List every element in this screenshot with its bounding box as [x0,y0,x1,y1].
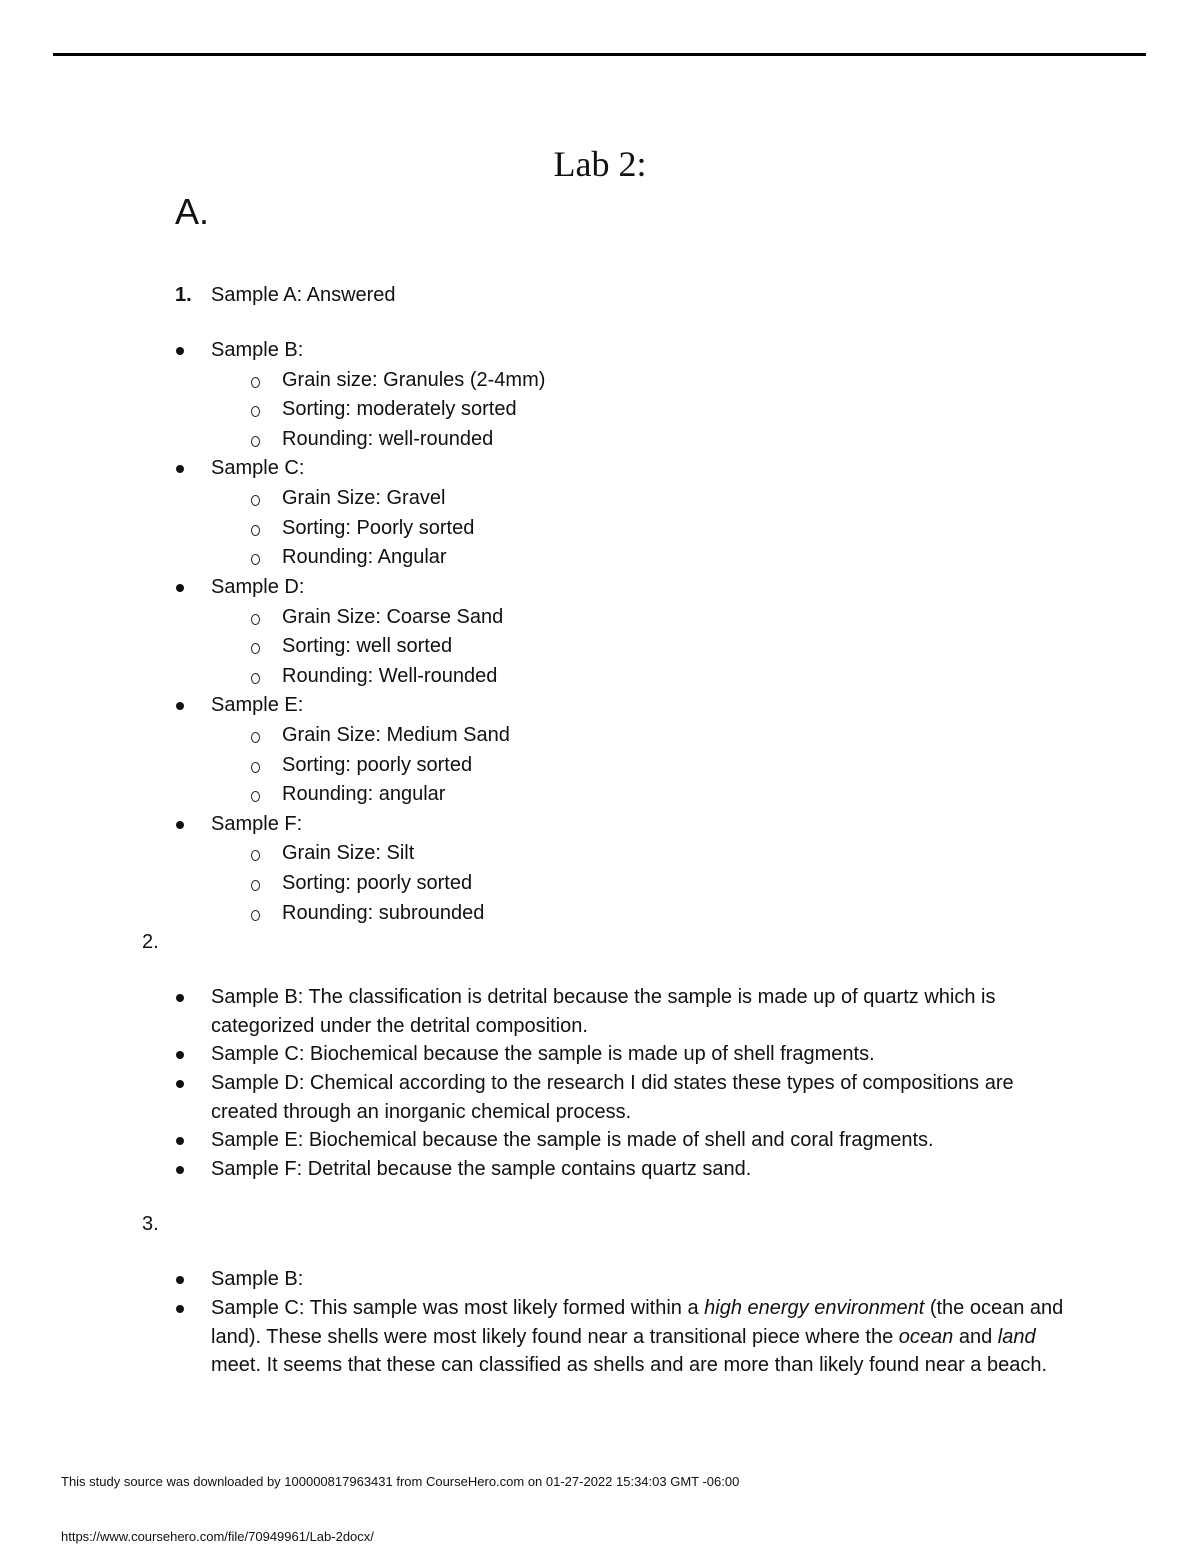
bullet-icon [174,1040,186,1069]
text-run: and [953,1325,998,1348]
bullet-icon [174,810,186,839]
bullet-icon [174,1155,186,1184]
circle-bullet-icon [250,721,262,750]
list-item: Sample A: Answered [211,284,396,306]
list-item: Grain size: Granules (2-4mm) [282,369,546,391]
text-run: meet. It seems that these can classified as shells and are more than likely found near a beach. [211,1354,1048,1376]
bullet-icon [174,1069,186,1098]
circle-bullet-icon [250,899,262,928]
list-item: Grain Size: Silt [282,842,415,864]
list-item: Sample D: Chemical according to the research I did states these types of compositions are created through an inorganic chemical process. [211,1072,1014,1123]
list-item [211,1294,1071,1380]
list-item: Rounding: Angular [282,546,447,568]
sample-label: Sample E: [211,694,304,716]
circle-bullet-icon [250,366,262,395]
question-number: 3. [142,1213,159,1235]
header-rule [53,53,1146,56]
bullet-icon [174,691,186,720]
circle-bullet-icon [250,425,262,454]
emphasis-text: high energy environment [704,1297,925,1319]
bullet-icon [174,573,186,602]
list-item: Sorting: Poorly sorted [282,517,475,539]
circle-bullet-icon [250,632,262,661]
circle-bullet-icon [250,395,262,424]
text-run: Sample C: This sample was most likely formed within a [211,1297,705,1319]
list-item: Sample F: Detrital because the sample contains quartz sand. [211,1158,752,1180]
bullet-icon [174,1126,186,1155]
sample-label: Sample C: [211,457,305,479]
bullet-icon [174,336,186,365]
section-heading: A. [175,191,210,232]
circle-bullet-icon [250,543,262,572]
list-item: Sorting: well sorted [282,635,453,657]
sample-label: Sample D: [211,576,305,598]
list-item: Sorting: moderately sorted [282,398,517,420]
list-item: Rounding: angular [282,783,446,805]
list-item: Grain Size: Coarse Sand [282,606,504,628]
text-run: (the ocean and land). These shells were most likely found near a transitional piece where the [211,1297,1064,1348]
circle-bullet-icon [250,484,262,513]
circle-bullet-icon [250,662,262,691]
list-item: Rounding: subrounded [282,902,485,924]
bullet-icon [174,454,186,483]
sample-label: Sample B: [211,339,304,361]
circle-bullet-icon [250,514,262,543]
source-url[interactable]: https://www.coursehero.com/file/70949961/Lab-2docx/ [61,1529,374,1544]
list-item: Rounding: Well-rounded [282,665,498,687]
list-item: Sample B: The classification is detrital because the sample is made up of quartz which is categorized under the detrital composition. [211,986,996,1037]
circle-bullet-icon [250,780,262,809]
page-title: Lab 2: [553,144,647,184]
sample-label: Sample F: [211,813,303,835]
list-item: Grain Size: Gravel [282,487,446,509]
list-item: Grain Size: Medium Sand [282,724,510,746]
circle-bullet-icon [250,751,262,780]
question-number: 1. [175,284,192,306]
list-item: Sorting: poorly sorted [282,872,473,894]
circle-bullet-icon [250,869,262,898]
emphasis-text: land [997,1325,1036,1348]
circle-bullet-icon [250,839,262,868]
question-number: 2. [142,931,159,953]
download-notice: This study source was downloaded by 100000817963431 from CourseHero.com on 01-27-2022 15:34:03 GMT -06:00 [61,1474,740,1489]
list-item: Sample B: [211,1268,304,1290]
list-item: Sample C: Biochemical because the sample is made up of shell fragments. [211,1043,875,1065]
list-item: Rounding: well-rounded [282,428,494,450]
circle-bullet-icon [250,603,262,632]
bullet-icon [174,983,186,1012]
emphasis-text: ocean [898,1325,954,1348]
list-item: Sorting: poorly sorted [282,754,473,776]
bullet-icon [174,1265,186,1294]
bullet-icon [174,1294,186,1323]
list-item: Sample E: Biochemical because the sample is made of shell and coral fragments. [211,1129,934,1151]
